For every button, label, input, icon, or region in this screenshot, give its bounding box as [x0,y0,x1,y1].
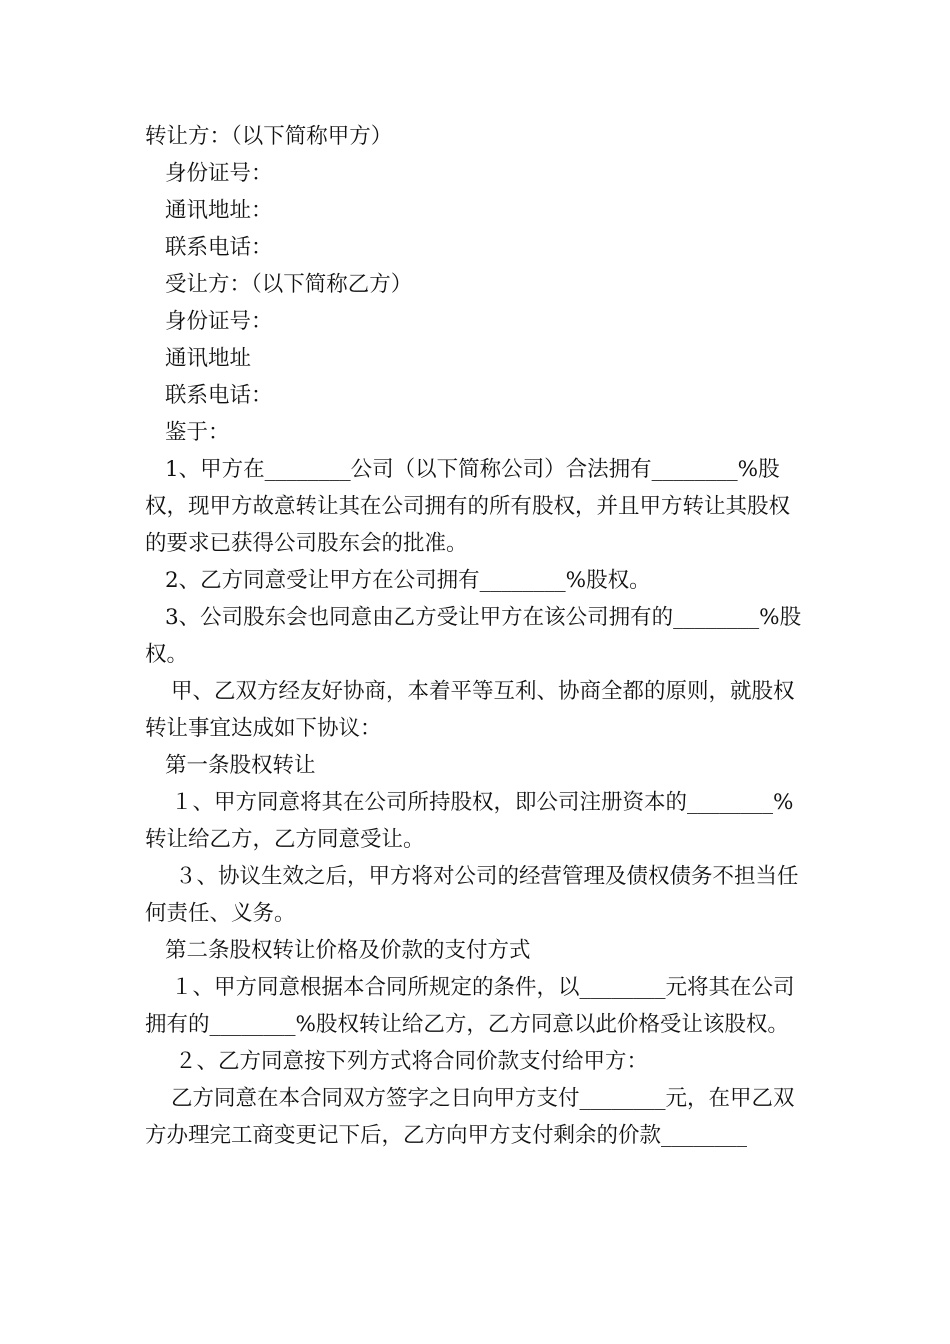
article-2-title: 第二条股权转让价格及价款的支付方式 [165,938,531,963]
transferor-address-line: 通讯地址： [165,198,273,223]
transferee-line: 受让方：（以下简称乙方） [165,272,413,297]
whereas-clause-1: 1、甲方在________公司（以下简称公司）合法拥有________%股权，现甲方故意转让其在公司拥有的所有股权，并且甲方转让其股权的要求已获得公司股东会的批准。 [145,457,791,556]
transferor-line: 转让方：（以下简称甲方） [145,124,393,149]
transferee-phone-line: 联系电话： [165,383,273,408]
transferor-id-line: 身份证号： [165,161,273,186]
article-1-title: 第一条股权转让 [165,753,316,778]
whereas-heading: 鉴于： [165,420,230,445]
agreement-intro: 甲、乙双方经友好协商，本着平等互利、协商全都的原则，就股权转让事宜达成如下协议： [145,679,795,741]
document-body [145,118,810,1154]
transferee-id-line: 身份证号： [165,309,273,334]
whereas-clause-2: 2、乙方同意受让甲方在公司拥有________%股权。 [165,568,651,593]
whereas-clause-3: 3、公司股东会也同意由乙方受让甲方在该公司拥有的________%股权。 [145,605,802,667]
article-2-clause-1: １、甲方同意根据本合同所规定的条件，以________元将其在公司拥有的________%股权转让给乙方，乙方同意以此价格受让该股权。 [145,975,795,1037]
transferee-address-line: 通讯地址 [165,346,252,371]
article-1-clause-3: ３、协议生效之后，甲方将对公司的经营管理及债权债务不担当任何责任、义务。 [145,864,799,926]
article-1-clause-1: １、甲方同意将其在公司所持股权，即公司注册资本的________%转让给乙方，乙方同意受让。 [145,790,794,852]
transferor-phone-line: 联系电话： [165,235,273,260]
article-2-clause-2-detail: 乙方同意在本合同双方签字之日向甲方支付________元，在甲乙双方办理完工商变更记下后，乙方向甲方支付剩余的价款________ [145,1086,795,1148]
article-2-clause-2: ２、乙方同意按下列方式将合同价款支付给甲方： [175,1049,649,1074]
